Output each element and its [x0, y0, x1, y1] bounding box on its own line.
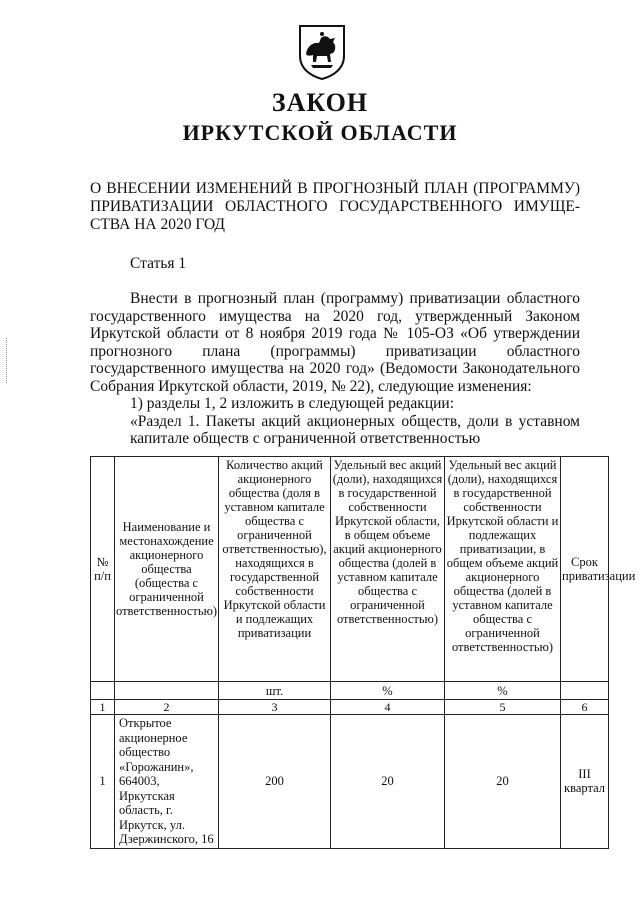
margin-mark — [6, 338, 9, 383]
column-number-cell: 6 — [561, 700, 609, 715]
unit-cell — [91, 682, 115, 700]
privatization-table — [90, 456, 636, 849]
column-number-cell: 5 — [445, 700, 561, 715]
header-cell-term: Срок приватизации — [561, 457, 609, 682]
share-privatized: 20 — [445, 715, 561, 849]
table-column-number-row — [91, 700, 609, 715]
paragraph-item-1: 1) разделы 1, 2 изложить в следующей редакции: — [130, 395, 455, 412]
header-cell-share-privatized: Удельный вес акций (доли), находящихся в государственной собственности Иркутской области и подлежащих приватизации, в общем объеме акций акционерного общества (долей в уставном капитале общества с ограниченной ответственностью) — [445, 457, 561, 682]
table-row — [91, 715, 609, 849]
unit-cell — [561, 682, 609, 700]
law-region: ИРКУТСКОЙ ОБЛАСТИ — [182, 120, 458, 145]
header-cell-share-total: Удельный вес акций (доли), находящихся в государственной собственности Иркутской области, в общем объеме акций акционерного общества (долей в уставном капитале общества с ограниченной ответственностью) — [331, 457, 445, 682]
share-total: 20 — [331, 715, 445, 849]
table-header-row — [91, 457, 609, 682]
unit-cell: шт. — [219, 682, 331, 700]
column-number-cell: 3 — [219, 700, 331, 715]
company-name: Открытое акционерное общество «Горожанин», 664003, Иркутская область, г. Иркутск, ул. Дзержинского, 16 — [115, 715, 219, 849]
coat-of-arms-icon — [297, 24, 347, 80]
unit-cell: % — [445, 682, 561, 700]
paragraph-amendment: Внести в прогнозный план (программу) приватизации областного государственного имущества на 2020 год, утвержденный Законом Иркутской области от 8 ноября 2019 года № 105-ОЗ «Об утверждении прогнозного плана (программы) приватизации областного государственного имущества на 2020 год» (Ведомости Законодательного Собрания Иркутской области, 2019, № 22), следующие изменения: — [90, 290, 580, 395]
privatization-term: III квартал — [561, 715, 609, 849]
section-heading: «Раздел 1. Пакеты акций акционерных обществ, доли в уставном капитале обществ с ограниченной ответственностью — [130, 413, 580, 447]
law-subject: О ВНЕСЕНИИ ИЗМЕНЕНИЙ В ПРОГНОЗНЫЙ ПЛАН (ПРОГРАММУ) ПРИВАТИЗАЦИИ ОБЛАСТНОГО ГОСУДАРСТВЕННОГО ИМУЩЕ-СТВА НА 2020 ГОД — [90, 180, 580, 233]
header-cell-name: Наименование и местонахождение акционерного общества (общества с ограниченной ответственностью) — [115, 457, 219, 682]
header-cell-number: № п/п — [91, 457, 115, 682]
law-title: ЗАКОН — [271, 88, 369, 117]
article-heading: Статья 1 — [130, 255, 187, 272]
unit-cell: % — [331, 682, 445, 700]
table-unit-row — [91, 682, 609, 700]
row-number: 1 — [91, 715, 115, 849]
column-number-cell: 2 — [115, 700, 219, 715]
shares-quantity: 200 — [219, 715, 331, 849]
header-cell-quantity: Количество акций акционерного общества (доля в уставном капитале общества с ограниченной ответственностью), находящихся в государственной собственности Иркутской области и подлежащих приватизации — [219, 457, 331, 682]
column-number-cell: 4 — [331, 700, 445, 715]
unit-cell — [115, 682, 219, 700]
column-number-cell: 1 — [91, 700, 115, 715]
